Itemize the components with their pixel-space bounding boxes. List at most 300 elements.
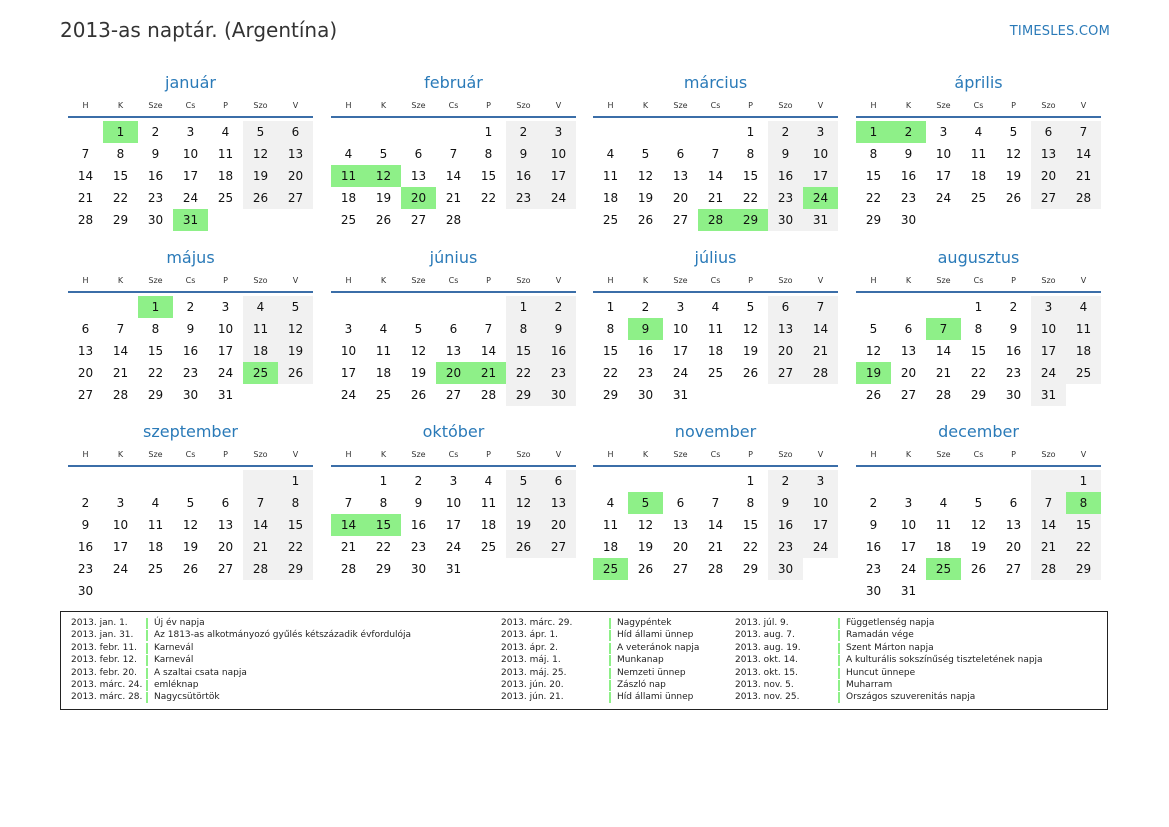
day-cell: 21 [112, 366, 129, 380]
holiday-marker [609, 655, 611, 666]
day-cell: 14 [112, 344, 129, 358]
holiday-name: Az 1813-as alkotmányozó gyűlés kétszázadik évfordulója [154, 630, 412, 641]
site-link[interactable]: TIMESLES.COM [1009, 24, 1110, 39]
day-cell: 19 [970, 540, 987, 554]
holiday-day: 25 [593, 558, 628, 580]
holiday-day: 8 [1066, 492, 1101, 514]
day-cell: 5 [278, 296, 313, 318]
day-cell: 11 [480, 496, 497, 510]
empty-cell [366, 121, 401, 143]
day-cell: 28 [480, 388, 497, 402]
weekday-label: Sze [936, 276, 951, 285]
weekday-label: Sze [936, 101, 951, 110]
day-cell: 18 [243, 340, 278, 362]
day-cell: 15 [506, 340, 541, 362]
day-cell: 31 [217, 388, 234, 402]
day-cell: 10 [541, 143, 576, 165]
weekday-label: K [905, 276, 912, 285]
holiday-date: 2013. okt. 14. [735, 655, 798, 666]
holiday-day: 19 [856, 362, 891, 384]
day-cell: 27 [541, 536, 576, 558]
holiday-day: 20 [436, 362, 471, 384]
day-cell: 19 [278, 340, 313, 362]
day-cell: 4 [151, 496, 160, 510]
day-cell: 23 [541, 362, 576, 384]
day-cell: 25 [217, 191, 234, 205]
weekday-label: V [292, 276, 299, 285]
holiday-marker [838, 668, 840, 679]
holiday-name: Munkanap [617, 655, 664, 666]
empty-cell [366, 296, 401, 318]
holiday-day: 20 [401, 187, 436, 209]
day-cell: 29 [970, 388, 987, 402]
holiday-column [71, 617, 471, 704]
day-cell: 25 [375, 388, 392, 402]
day-cell: 16 [77, 540, 94, 554]
day-cell: 12 [970, 518, 987, 532]
day-cell: 6 [676, 496, 685, 510]
holiday-date: 2013. jan. 31. [71, 630, 134, 641]
day-cell: 19 [506, 514, 541, 536]
holiday-marker [146, 655, 148, 666]
empty-cell [436, 121, 471, 143]
weekday-label: K [905, 450, 912, 459]
weekday-label: Szo [1041, 450, 1056, 459]
day-cell: 1 [278, 470, 313, 492]
day-cell: 24 [935, 191, 952, 205]
day-cell: 22 [480, 191, 497, 205]
day-cell: 1 [746, 474, 755, 488]
day-cell: 17 [672, 344, 689, 358]
weekday-header [856, 96, 1101, 118]
day-cell: 9 [506, 143, 541, 165]
month-title: március [683, 73, 748, 92]
day-grid [856, 121, 1101, 231]
day-cell: 10 [112, 518, 129, 532]
day-cell: 10 [1031, 318, 1066, 340]
day-cell: 7 [711, 147, 720, 161]
day-grid [331, 296, 576, 406]
holiday-entry [71, 654, 471, 666]
day-cell: 24 [672, 366, 689, 380]
day-cell: 28 [935, 388, 952, 402]
weekday-label: Sze [148, 450, 163, 459]
day-cell: 29 [147, 388, 164, 402]
empty-cell [68, 121, 103, 143]
empty-cell [926, 470, 961, 492]
month-augusztus [856, 248, 1101, 406]
weekday-label: Szo [253, 450, 268, 459]
holiday-name: Híd állami ünnep [617, 692, 694, 703]
weekday-label: Szo [253, 101, 268, 110]
day-cell: 30 [1005, 388, 1022, 402]
day-cell: 6 [541, 470, 576, 492]
empty-cell [331, 470, 366, 492]
weekday-label: H [870, 450, 877, 459]
empty-cell [138, 470, 173, 492]
holiday-entry [71, 642, 471, 654]
holiday-entry [735, 654, 1135, 666]
holiday-marker [146, 630, 148, 641]
holiday-date: 2013. máj. 1. [501, 655, 561, 666]
day-cell: 17 [803, 514, 838, 536]
month-title: szeptember [142, 422, 238, 441]
day-cell: 7 [344, 496, 353, 510]
weekday-label: Szo [778, 276, 793, 285]
day-cell: 27 [1005, 562, 1022, 576]
empty-cell [698, 470, 733, 492]
day-cell: 15 [147, 344, 164, 358]
day-cell: 25 [147, 562, 164, 576]
holiday-marker [838, 655, 840, 666]
weekday-label: V [292, 450, 299, 459]
day-cell: 29 [506, 384, 541, 406]
weekday-label: P [223, 276, 228, 285]
day-cell: 16 [900, 169, 917, 183]
day-cell: 1 [506, 296, 541, 318]
weekday-label: H [345, 276, 352, 285]
holiday-name: Országos szuverenitás napja [846, 692, 976, 703]
day-cell: 22 [602, 366, 619, 380]
empty-cell [1031, 470, 1066, 492]
day-cell: 26 [1005, 191, 1022, 205]
day-cell: 7 [81, 147, 90, 161]
day-cell: 3 [221, 300, 230, 314]
weekday-label: H [345, 101, 352, 110]
weekday-label: H [607, 276, 614, 285]
weekday-label: P [223, 101, 228, 110]
day-cell: 4 [221, 125, 230, 139]
day-cell: 1 [606, 300, 615, 314]
day-cell: 26 [182, 562, 199, 576]
weekday-label: Szo [516, 450, 531, 459]
day-cell: 4 [1066, 296, 1101, 318]
day-cell: 11 [375, 344, 392, 358]
day-cell: 21 [445, 191, 462, 205]
day-cell: 3 [803, 470, 838, 492]
day-cell: 21 [707, 540, 724, 554]
empty-cell [856, 470, 891, 492]
day-cell: 27 [768, 362, 803, 384]
holiday-marker [838, 680, 840, 691]
day-cell: 3 [939, 125, 948, 139]
day-cell: 11 [243, 318, 278, 340]
holiday-name: A veteránok napja [617, 642, 700, 653]
holiday-day: 28 [698, 209, 733, 231]
month-január [68, 73, 313, 231]
day-cell: 14 [1031, 514, 1066, 536]
day-cell: 10 [803, 492, 838, 514]
holiday-date: 2013. aug. 19. [735, 642, 801, 653]
day-cell: 4 [939, 496, 948, 510]
day-cell: 3 [541, 121, 576, 143]
day-cell: 13 [541, 492, 576, 514]
month-title: július [694, 248, 737, 267]
weekday-label: Sze [411, 276, 426, 285]
weekday-label: V [555, 450, 562, 459]
day-cell: 20 [1005, 540, 1022, 554]
day-cell: 8 [278, 492, 313, 514]
day-cell: 25 [1066, 362, 1101, 384]
day-cell: 3 [904, 496, 913, 510]
weekday-label: Sze [673, 101, 688, 110]
day-cell: 5 [186, 496, 195, 510]
day-cell: 2 [641, 300, 650, 314]
holiday-marker [609, 668, 611, 679]
month-március [593, 73, 838, 231]
day-cell: 19 [375, 191, 392, 205]
day-cell: 29 [602, 388, 619, 402]
holiday-day: 1 [138, 296, 173, 318]
empty-cell [961, 470, 996, 492]
day-cell: 21 [340, 540, 357, 554]
weekday-label: Szo [516, 101, 531, 110]
day-cell: 30 [900, 213, 917, 227]
day-cell: 12 [637, 169, 654, 183]
day-cell: 13 [768, 318, 803, 340]
empty-cell [471, 296, 506, 318]
day-cell: 13 [1031, 143, 1066, 165]
day-cell: 10 [340, 344, 357, 358]
day-cell: 15 [480, 169, 497, 183]
day-cell: 6 [449, 322, 458, 336]
day-cell: 24 [900, 562, 917, 576]
day-cell: 9 [768, 492, 803, 514]
weekday-label: K [642, 101, 649, 110]
day-cell: 15 [602, 344, 619, 358]
day-cell: 2 [869, 496, 878, 510]
weekday-header [593, 271, 838, 293]
weekday-label: Sze [411, 101, 426, 110]
holiday-day: 1 [856, 121, 891, 143]
day-cell: 10 [672, 322, 689, 336]
holiday-date: 2013. jan. 1. [71, 618, 128, 628]
day-cell: 11 [1066, 318, 1101, 340]
empty-cell [698, 121, 733, 143]
holiday-marker [838, 618, 840, 629]
month-title: december [938, 422, 1019, 441]
day-cell: 22 [865, 191, 882, 205]
weekday-header [68, 445, 313, 467]
day-cell: 23 [77, 562, 94, 576]
holiday-name: Ramadán vége [846, 630, 914, 641]
empty-cell [628, 121, 663, 143]
day-cell: 30 [768, 558, 803, 580]
holiday-date: 2013. márc. 29. [501, 618, 573, 628]
holiday-entry [735, 642, 1135, 654]
day-cell: 26 [637, 213, 654, 227]
day-cell: 15 [742, 169, 759, 183]
holiday-list [60, 611, 1108, 710]
day-cell: 25 [602, 213, 619, 227]
day-cell: 8 [379, 496, 388, 510]
day-cell: 19 [182, 540, 199, 554]
holiday-name: Karnevál [154, 655, 194, 666]
day-cell: 31 [1031, 384, 1066, 406]
day-cell: 5 [1009, 125, 1018, 139]
day-cell: 9 [186, 322, 195, 336]
weekday-label: Sze [148, 276, 163, 285]
day-cell: 23 [637, 366, 654, 380]
weekday-label: Cs [973, 101, 984, 110]
day-cell: 28 [340, 562, 357, 576]
day-cell: 2 [186, 300, 195, 314]
day-cell: 12 [742, 322, 759, 336]
day-cell: 19 [410, 366, 427, 380]
day-cell: 26 [637, 562, 654, 576]
weekday-label: P [223, 450, 228, 459]
day-cell: 18 [602, 191, 619, 205]
day-cell: 17 [340, 366, 357, 380]
day-grid [331, 121, 576, 231]
day-grid [331, 470, 576, 580]
day-cell: 5 [379, 147, 388, 161]
day-cell: 24 [445, 540, 462, 554]
day-cell: 16 [865, 540, 882, 554]
weekday-header [331, 271, 576, 293]
day-cell: 16 [768, 165, 803, 187]
weekday-label: H [82, 101, 89, 110]
holiday-day: 29 [733, 209, 768, 231]
day-cell: 9 [81, 518, 90, 532]
day-cell: 5 [414, 322, 423, 336]
day-cell: 5 [746, 300, 755, 314]
day-cell: 16 [637, 344, 654, 358]
holiday-entry [71, 691, 471, 703]
weekday-header [68, 96, 313, 118]
day-cell: 4 [711, 300, 720, 314]
day-cell: 17 [803, 165, 838, 187]
day-cell: 15 [278, 514, 313, 536]
day-cell: 26 [865, 388, 882, 402]
day-cell: 8 [869, 147, 878, 161]
day-cell: 27 [278, 187, 313, 209]
day-cell: 28 [445, 213, 462, 227]
day-cell: 23 [147, 191, 164, 205]
day-cell: 29 [1066, 558, 1101, 580]
day-cell: 28 [77, 213, 94, 227]
weekday-header [593, 96, 838, 118]
day-cell: 17 [935, 169, 952, 183]
day-cell: 3 [449, 474, 458, 488]
day-cell: 27 [410, 213, 427, 227]
day-grid [68, 470, 313, 602]
holiday-name: Függetlenség napja [846, 618, 935, 628]
day-cell: 16 [147, 169, 164, 183]
holiday-day: 21 [471, 362, 506, 384]
weekday-header [593, 445, 838, 467]
day-cell: 15 [112, 169, 129, 183]
day-cell: 9 [1009, 322, 1018, 336]
day-cell: 13 [445, 344, 462, 358]
empty-cell [331, 121, 366, 143]
weekday-label: Szo [1041, 101, 1056, 110]
day-cell: 14 [707, 518, 724, 532]
day-cell: 23 [506, 187, 541, 209]
day-cell: 14 [707, 169, 724, 183]
holiday-date: 2013. okt. 15. [735, 667, 798, 678]
day-cell: 10 [803, 143, 838, 165]
day-cell: 3 [344, 322, 353, 336]
day-cell: 3 [186, 125, 195, 139]
day-cell: 20 [900, 366, 917, 380]
empty-cell [856, 296, 891, 318]
day-cell: 29 [375, 562, 392, 576]
weekday-label: V [555, 101, 562, 110]
day-cell: 26 [243, 187, 278, 209]
weekday-label: Cs [185, 101, 196, 110]
holiday-marker [609, 618, 611, 629]
day-cell: 14 [935, 344, 952, 358]
holiday-day: 12 [366, 165, 401, 187]
holiday-day: 15 [366, 514, 401, 536]
holiday-marker [609, 643, 611, 654]
day-cell: 26 [278, 362, 313, 384]
holiday-name: A szaltai csata napja [154, 667, 247, 678]
day-cell: 14 [480, 344, 497, 358]
weekday-label: Cs [448, 276, 459, 285]
holiday-marker [146, 668, 148, 679]
weekday-label: V [817, 450, 824, 459]
day-cell: 25 [480, 540, 497, 554]
holiday-date: 2013. febr. 12. [71, 655, 137, 666]
day-cell: 22 [970, 366, 987, 380]
day-grid [68, 296, 313, 406]
day-cell: 23 [1005, 366, 1022, 380]
holiday-name: Új év napja [154, 618, 205, 628]
holiday-entry [735, 617, 1135, 629]
day-cell: 27 [900, 388, 917, 402]
day-cell: 21 [935, 366, 952, 380]
day-cell: 2 [414, 474, 423, 488]
month-title: január [165, 73, 216, 92]
weekday-label: K [380, 450, 387, 459]
day-cell: 30 [147, 213, 164, 227]
holiday-day: 24 [803, 187, 838, 209]
holiday-name: Karnevál [154, 642, 194, 653]
weekday-label: Cs [973, 450, 984, 459]
empty-cell [663, 470, 698, 492]
day-cell: 9 [904, 147, 913, 161]
day-cell: 11 [602, 518, 619, 532]
day-cell: 30 [410, 562, 427, 576]
holiday-name: A kulturális sokszínűség tiszteletének napja [846, 655, 1043, 666]
day-cell: 21 [803, 340, 838, 362]
empty-cell [401, 121, 436, 143]
day-cell: 23 [768, 187, 803, 209]
holiday-date: 2013. márc. 24. [71, 679, 143, 690]
holiday-date: 2013. máj. 25. [501, 667, 567, 678]
day-cell: 18 [375, 366, 392, 380]
day-cell: 26 [410, 388, 427, 402]
day-cell: 15 [1066, 514, 1101, 536]
day-cell: 22 [375, 540, 392, 554]
day-grid [856, 470, 1101, 602]
weekday-label: H [82, 450, 89, 459]
day-cell: 19 [243, 165, 278, 187]
day-cell: 26 [742, 366, 759, 380]
weekday-label: K [117, 276, 124, 285]
holiday-day: 11 [331, 165, 366, 187]
day-cell: 2 [768, 121, 803, 143]
day-cell: 20 [217, 540, 234, 554]
day-grid [68, 121, 313, 231]
holiday-day: 25 [926, 558, 961, 580]
day-cell: 6 [676, 147, 685, 161]
day-cell: 15 [742, 518, 759, 532]
holiday-date: 2013. márc. 28. [71, 692, 143, 703]
day-cell: 18 [340, 191, 357, 205]
